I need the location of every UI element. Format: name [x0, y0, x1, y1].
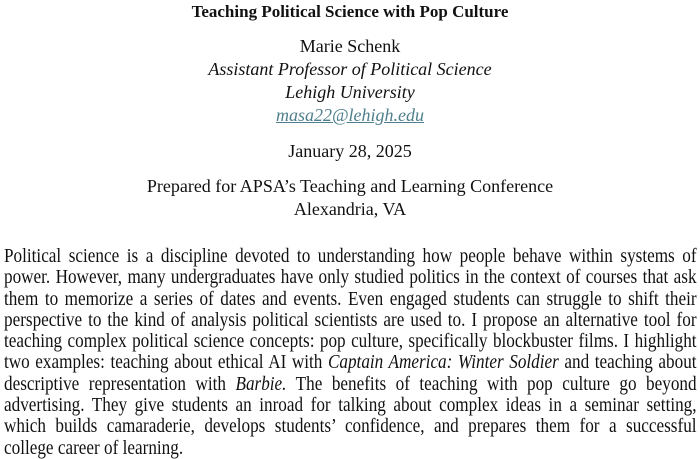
- author-name: Marie Schenk: [299, 36, 401, 56]
- conference-location: Alexandria, VA: [293, 199, 407, 219]
- text: and teaching about: [558, 352, 697, 374]
- document-date: January 28, 2025: [288, 141, 412, 161]
- text: perspective to the kind of analysis political scientists are used to. I propose an alternative tool for: [4, 309, 697, 331]
- film-title: Captain America: Winter Soldier: [327, 352, 559, 374]
- abstract-line: [4, 267, 697, 288]
- text: them to memorize a series of dates and events. Even engaged students can struggle to shift their: [4, 288, 697, 310]
- text: power. However, many undergraduates have only studied politics in the context of courses that ask: [4, 267, 697, 289]
- text: teaching complex political science concepts: pop culture, specifically blockbuster films. I highlight: [4, 331, 697, 353]
- text: two examples: teaching about ethical AI with: [4, 352, 328, 374]
- author-institution: Lehigh University: [285, 82, 415, 102]
- text: college career of learning.: [4, 437, 184, 459]
- author-position: Assistant Professor of Political Science: [208, 59, 492, 79]
- abstract-line: [4, 416, 697, 437]
- abstract-line: [4, 310, 697, 331]
- conference-name: Prepared for APSA’s Teaching and Learning Conference: [146, 176, 554, 196]
- author-email-link[interactable]: masa22@lehigh.edu: [275, 105, 425, 125]
- abstract-line: [4, 352, 697, 373]
- film-title: Barbie.: [235, 373, 287, 395]
- text: The benefits of teaching with pop culture go beyond: [286, 373, 697, 395]
- abstract-line: [4, 438, 697, 459]
- text: descriptive representation with: [4, 373, 236, 395]
- text: which builds camaraderie, develops students’ confidence, and prepares them for a successful: [4, 416, 697, 438]
- abstract-line: [4, 246, 697, 267]
- text: Political science is a discipline devoted to understanding how people behave within systems of: [4, 246, 697, 267]
- abstract-line: [4, 395, 697, 416]
- abstract-paragraph: [4, 246, 697, 459]
- abstract-line: [4, 331, 697, 352]
- abstract-line: [4, 374, 697, 395]
- text: advertising. They give students an inroad for talking about complex ideas in a seminar setting,: [4, 395, 697, 417]
- abstract-line: [4, 289, 697, 310]
- document-title: Teaching Political Science with Pop Culture: [191, 2, 509, 21]
